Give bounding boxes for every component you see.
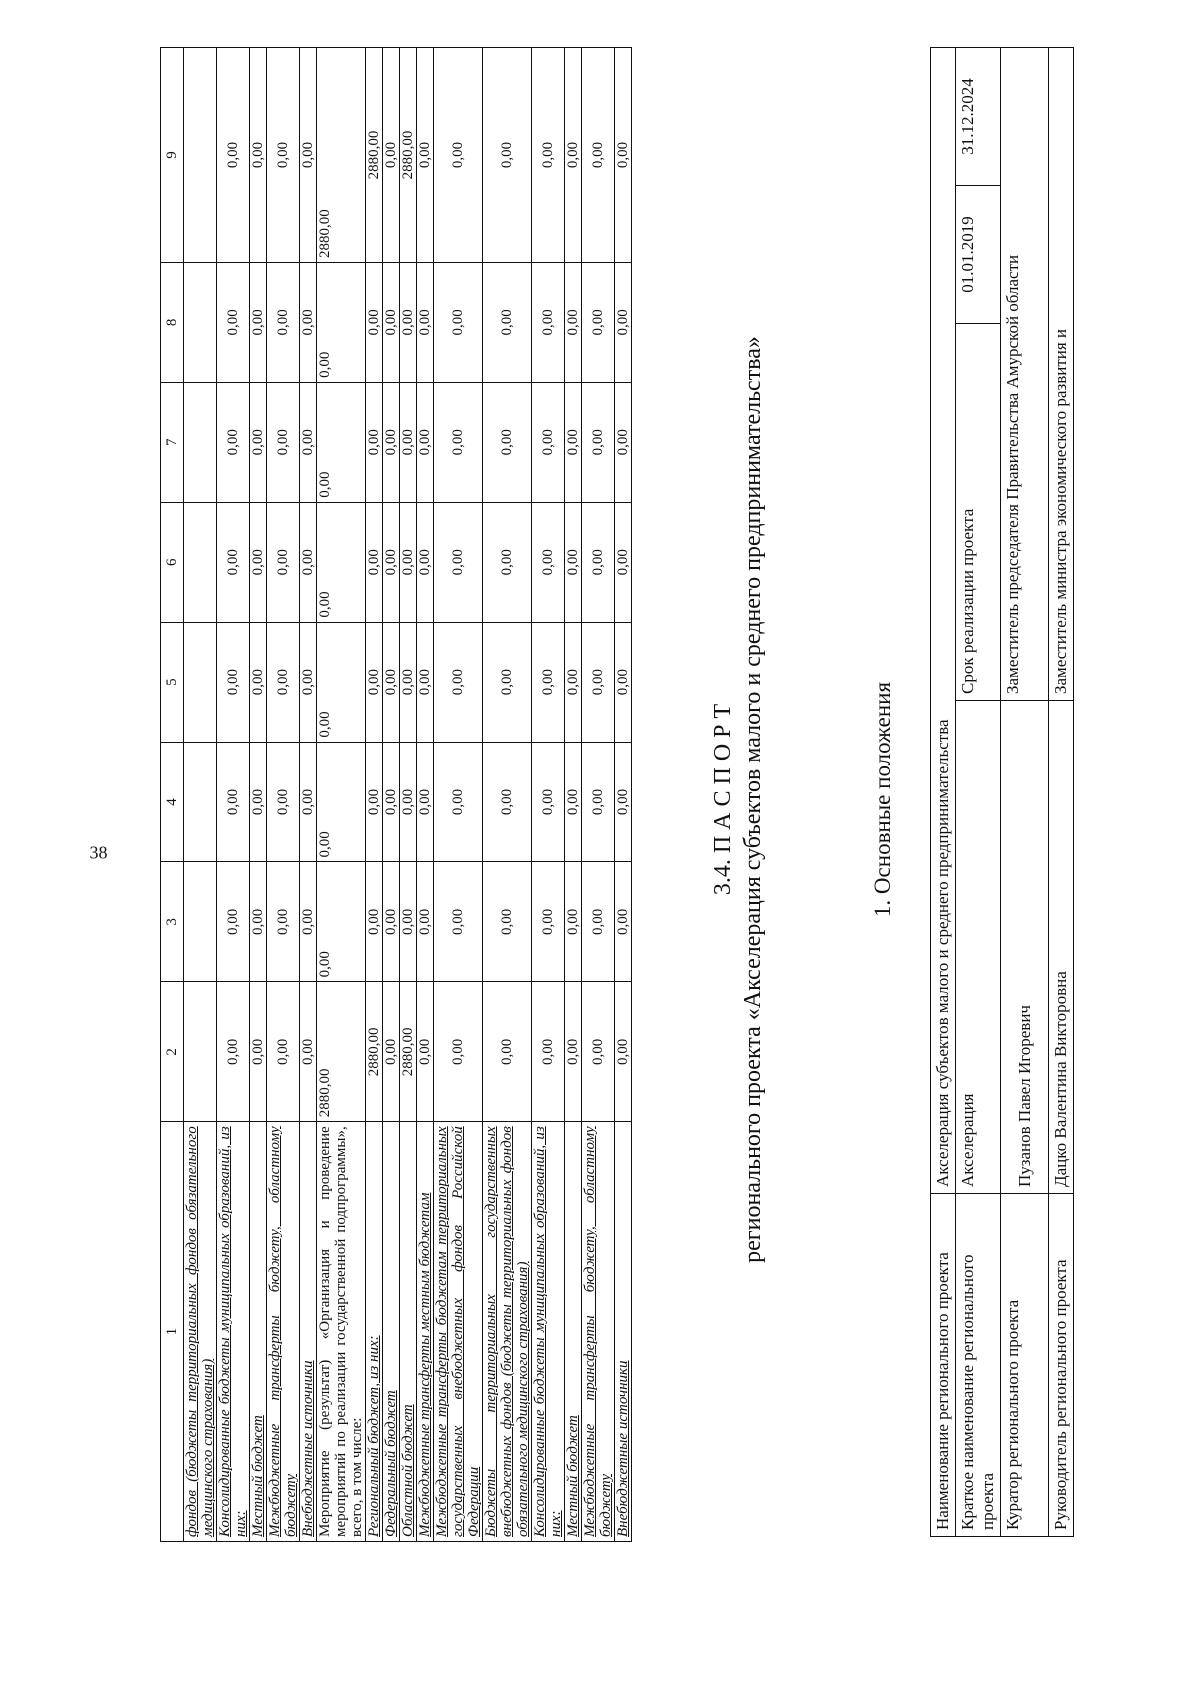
cell-value: 0,00	[532, 622, 565, 742]
cell-value: 0,00	[383, 862, 400, 982]
cell-value: 0,00	[267, 862, 300, 982]
cell-value: 0,00	[434, 48, 483, 263]
head-name: Дацко Валентина Викторовна	[1049, 701, 1074, 1194]
table-row	[931, 48, 956, 1537]
section-heading: 1. Основные положения	[870, 681, 895, 918]
cell-value: 0,00	[366, 382, 383, 502]
cell-value: 0,00	[400, 382, 417, 502]
cell-value: 0,00	[483, 742, 532, 862]
row-label: Местный бюджет	[565, 1122, 582, 1542]
table-row	[1001, 48, 1049, 1537]
cell-value: 0,00	[250, 382, 267, 502]
cell-value: 0,00	[434, 262, 483, 382]
row-label: Областной бюджет	[400, 1122, 417, 1542]
row-label: Региональный бюджет, из них:	[366, 1122, 383, 1542]
cell-value: 0,00	[400, 262, 417, 382]
row-label: Межбюджетные трансферты бюджету, областному бюджету	[267, 1122, 300, 1542]
cell-value: 2880,00	[400, 48, 417, 263]
cell-value: 0,00	[434, 502, 483, 622]
cell-value: 0,00	[400, 502, 417, 622]
cell-value: 0,00	[250, 862, 267, 982]
cell-value: 0,00	[582, 742, 615, 862]
cell-value: 0,00	[417, 48, 434, 263]
curator-name: Пузанов Павел Игоревич	[1001, 701, 1049, 1194]
cell-value: 0,00	[417, 742, 434, 862]
cell-value: 0,00	[434, 982, 483, 1122]
cell-value: 0,00	[483, 48, 532, 263]
cell-value: 0,00	[615, 862, 632, 982]
cell-value: 0,00	[250, 622, 267, 742]
cell-value: 0,00	[565, 382, 582, 502]
cell-value: 0,00	[400, 622, 417, 742]
cell-value: 0,00	[300, 742, 317, 862]
row-label: Внебюджетные источники	[615, 1122, 632, 1542]
row-label: Федеральный бюджет	[383, 1122, 400, 1542]
row-label: Мероприятие (результат) «Организация и проведение мероприятий по реализации государственной подпрограммы», всего, в том числе:	[317, 1122, 366, 1542]
cell-value: 0,00	[300, 382, 317, 502]
cell-value: 0,00	[383, 742, 400, 862]
cell-value: 0,00	[217, 502, 250, 622]
cell-value: 0,00	[383, 622, 400, 742]
cell-value: 0,00	[565, 862, 582, 982]
name-value: Акселерация субъектов малого и среднего предпринимательства	[931, 48, 956, 1194]
cell-value: 0,00	[217, 48, 250, 263]
cell-value	[184, 48, 217, 263]
term-start: 01.01.2019	[956, 186, 1001, 324]
cell-value: 0,00	[532, 742, 565, 862]
cell-value: 0,00	[565, 742, 582, 862]
table-row	[417, 48, 434, 1542]
cell-value: 0,00	[300, 982, 317, 1122]
cell-value: 0,00	[300, 502, 317, 622]
table-row	[434, 48, 483, 1542]
cell-value: 0,00	[582, 262, 615, 382]
cell-value: 0,00	[250, 262, 267, 382]
cell-value: 0,00	[317, 622, 366, 742]
cell-value: 0,00	[532, 982, 565, 1122]
table-row	[383, 48, 400, 1542]
cell-value: 0,00	[582, 982, 615, 1122]
short-label: Краткое наименование регионального проекта	[956, 1194, 1001, 1537]
cell-value: 0,00	[317, 742, 366, 862]
term-label: Срок реализации проекта	[956, 324, 1001, 701]
cell-value: 0,00	[532, 502, 565, 622]
cell-value: 0,00	[317, 262, 366, 382]
table-header-row	[161, 48, 184, 1542]
cell-value: 0,00	[582, 622, 615, 742]
column-header: 1	[161, 1122, 184, 1542]
cell-value: 0,00	[483, 502, 532, 622]
table-row	[565, 48, 582, 1542]
table-row	[267, 48, 300, 1542]
cell-value: 0,00	[417, 262, 434, 382]
cell-value	[184, 382, 217, 502]
table-row	[532, 48, 565, 1542]
table-row	[250, 48, 267, 1542]
cell-value: 0,00	[366, 502, 383, 622]
cell-value: 0,00	[250, 48, 267, 263]
cell-value: 0,00	[400, 862, 417, 982]
cell-value: 0,00	[267, 982, 300, 1122]
cell-value: 0,00	[483, 382, 532, 502]
column-header: 9	[161, 48, 184, 263]
row-label: Консолидированные бюджеты муниципальных образований, из них:	[532, 1122, 565, 1542]
row-label: Межбюджетные трансферты бюджетам территориальных государственных внебюджетных фондов Российской Федерации	[434, 1122, 483, 1542]
cell-value: 0,00	[267, 622, 300, 742]
page-number: 38	[89, 842, 108, 863]
cell-value: 0,00	[434, 862, 483, 982]
row-label: Местный бюджет	[250, 1122, 267, 1542]
cell-value: 0,00	[417, 502, 434, 622]
cell-value: 0,00	[366, 262, 383, 382]
cell-value: 0,00	[267, 382, 300, 502]
cell-value: 0,00	[565, 502, 582, 622]
cell-value: 0,00	[317, 862, 366, 982]
cell-value: 0,00	[300, 48, 317, 263]
cell-value: 0,00	[417, 862, 434, 982]
cell-value: 0,00	[483, 262, 532, 382]
cell-value: 0,00	[532, 48, 565, 263]
cell-value: 0,00	[383, 982, 400, 1122]
row-label: фондов (бюджеты территориальных фондов обязательного медицинского страхования)	[184, 1122, 217, 1542]
curator-label: Куратор регионального проекта	[1001, 1194, 1049, 1537]
cell-value	[184, 502, 217, 622]
cell-value: 0,00	[582, 862, 615, 982]
cell-value	[184, 622, 217, 742]
passport-title	[708, 52, 768, 1547]
cell-value: 0,00	[217, 622, 250, 742]
cell-value	[184, 742, 217, 862]
cell-value: 0,00	[217, 262, 250, 382]
cell-value: 2880,00	[400, 982, 417, 1122]
row-label: Консолидированные бюджеты муниципальных образований, из них:	[217, 1122, 250, 1542]
cell-value: 0,00	[300, 622, 317, 742]
cell-value: 0,00	[366, 622, 383, 742]
head-position: Заместитель министра экономического развития и	[1049, 48, 1074, 701]
cell-value: 0,00	[250, 742, 267, 862]
curator-position: Заместитель председателя Правительства Амурской области	[1001, 48, 1049, 701]
cell-value: 0,00	[417, 382, 434, 502]
cell-value: 0,00	[532, 262, 565, 382]
cell-value	[184, 862, 217, 982]
table-row	[483, 48, 532, 1542]
table-row	[184, 48, 217, 1542]
table-row	[300, 48, 317, 1542]
cell-value: 0,00	[250, 982, 267, 1122]
cell-value: 0,00	[267, 502, 300, 622]
cell-value: 0,00	[317, 502, 366, 622]
table-row	[956, 48, 1001, 1537]
cell-value	[184, 262, 217, 382]
passport-table	[930, 47, 1074, 1537]
cell-value: 0,00	[383, 382, 400, 502]
cell-value: 0,00	[250, 502, 267, 622]
cell-value: 0,00	[582, 48, 615, 263]
cell-value: 0,00	[267, 48, 300, 263]
table-row	[615, 48, 632, 1542]
cell-value: 0,00	[565, 262, 582, 382]
cell-value: 0,00	[483, 982, 532, 1122]
row-label: Межбюджетные трансферты бюджету, областному бюджету	[582, 1122, 615, 1542]
cell-value: 0,00	[267, 262, 300, 382]
cell-value: 0,00	[483, 622, 532, 742]
table-row	[582, 48, 615, 1542]
cell-value: 0,00	[615, 262, 632, 382]
cell-value: 0,00	[217, 862, 250, 982]
cell-value: 0,00	[615, 48, 632, 263]
cell-value: 0,00	[615, 382, 632, 502]
cell-value: 2880,00	[317, 48, 366, 263]
cell-value: 0,00	[383, 262, 400, 382]
cell-value: 0,00	[300, 862, 317, 982]
table-row	[1049, 48, 1074, 1537]
cell-value: 2880,00	[317, 982, 366, 1122]
cell-value: 0,00	[217, 982, 250, 1122]
cell-value: 0,00	[300, 262, 317, 382]
cell-value: 0,00	[565, 982, 582, 1122]
cell-value: 0,00	[217, 382, 250, 502]
cell-value: 0,00	[417, 622, 434, 742]
cell-value: 0,00	[582, 502, 615, 622]
cell-value: 0,00	[532, 862, 565, 982]
cell-value: 0,00	[615, 622, 632, 742]
row-label: Внебюджетные источники	[300, 1122, 317, 1542]
head-label: Руководитель регионального проекта	[1049, 1194, 1074, 1537]
table-row	[317, 48, 366, 1542]
table-row	[217, 48, 250, 1542]
short-value: Акселерация	[956, 701, 1001, 1194]
cell-value: 0,00	[417, 982, 434, 1122]
cell-value: 2880,00	[366, 48, 383, 263]
column-header: 6	[161, 502, 184, 622]
cell-value: 0,00	[565, 622, 582, 742]
cell-value	[184, 982, 217, 1122]
cell-value: 0,00	[366, 742, 383, 862]
cell-value: 0,00	[615, 982, 632, 1122]
cell-value: 0,00	[615, 742, 632, 862]
table-row	[366, 48, 383, 1542]
cell-value: 0,00	[582, 382, 615, 502]
column-header: 7	[161, 382, 184, 502]
cell-value: 0,00	[383, 502, 400, 622]
column-header: 2	[161, 982, 184, 1122]
column-header: 8	[161, 262, 184, 382]
name-label: Наименование регионального проекта	[931, 1194, 956, 1537]
row-label: Межбюджетные трансферты местным бюджетам	[417, 1122, 434, 1542]
cell-value: 0,00	[383, 48, 400, 263]
cell-value: 0,00	[217, 742, 250, 862]
cell-value: 0,00	[565, 48, 582, 263]
cell-value: 0,00	[400, 742, 417, 862]
table-row	[400, 48, 417, 1542]
cell-value: 0,00	[434, 382, 483, 502]
cell-value: 0,00	[434, 622, 483, 742]
cell-value: 0,00	[317, 382, 366, 502]
cell-value: 0,00	[615, 502, 632, 622]
column-header: 4	[161, 742, 184, 862]
title-line-2: регионального проекта «Акселерация субъектов малого и среднего предпринимательства»	[740, 336, 766, 1263]
cell-value: 0,00	[366, 862, 383, 982]
finance-table	[160, 47, 632, 1542]
cell-value: 0,00	[483, 862, 532, 982]
row-label: Бюджеты территориальных государственных внебюджетных фондов (бюджеты территориальных фондов обязательного медицинского страхования)	[483, 1122, 532, 1542]
column-header: 3	[161, 862, 184, 982]
cell-value: 0,00	[267, 742, 300, 862]
cell-value: 2880,00	[366, 982, 383, 1122]
title-line-1: 3.4. П А С П О Р Т	[710, 703, 736, 896]
term-end: 31.12.2024	[956, 48, 1001, 186]
column-header: 5	[161, 622, 184, 742]
cell-value: 0,00	[434, 742, 483, 862]
cell-value: 0,00	[532, 382, 565, 502]
